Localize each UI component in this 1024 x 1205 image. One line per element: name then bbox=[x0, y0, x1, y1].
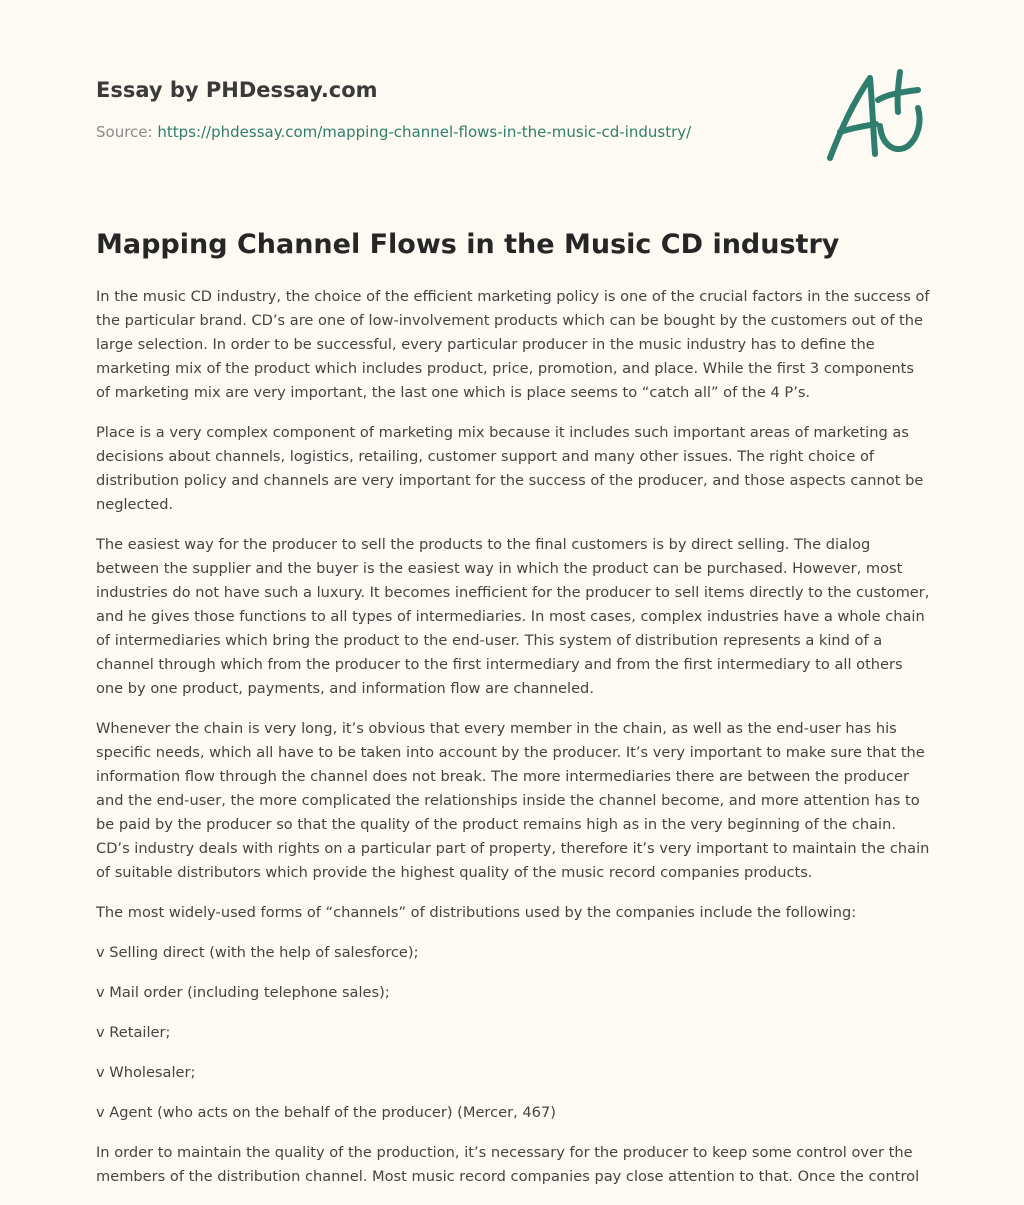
paragraph: Whenever the chain is very long, it’s obvious that every member in the chain, as well as the end-user has his specific needs, which all have to be taken into account by the producer. It’s very important to make sure that the information flow through the channel does not break. The more intermediaries there are between the producer and the end-user, the more complicated the relationships inside the channel become, and more attention has to be paid by the producer so that the quality of the product remains high as in the very beginning of the chain. CD’s industry deals with rights on a particular part of property, therefore it’s very important to maintain the chain of suitable distributors which provide the highest quality of the music record companies products. bbox=[96, 720, 930, 881]
list-item: v Selling direct (with the help of salesforce); bbox=[96, 944, 419, 961]
essay-content bbox=[96, 226, 932, 1205]
paragraph: The easiest way for the producer to sell the products to the final customers is by direct selling. The dialog between the supplier and the buyer is the easiest way in which the product can be purchased. However, most industries do not have such a luxury. It becomes inefficient for the producer to sell items directly to the customer, and he gives those functions to all types of intermediaries. In most cases, complex industries have a whole chain of intermediaries which bring the product to the end-user. This system of distribution represents a kind of a channel through which from the producer to the first intermediary and from the first intermediary to all others one by one product, payments, and information flow are channeled. bbox=[96, 536, 930, 697]
paragraph: Place is a very complex component of marketing mix because it includes such important areas of marketing as decisions about channels, logistics, retailing, customer support and many other issues. The right choice of distribution policy and channels are very important for the success of the producer, and those aspects cannot be neglected. bbox=[96, 424, 924, 513]
list-item: v Agent (who acts on the behalf of the producer) (Mercer, 467) bbox=[96, 1104, 556, 1121]
site-title: Essay by PHDessay.com bbox=[96, 78, 378, 102]
list-item: v Wholesaler; bbox=[96, 1064, 196, 1081]
source-label: Source: bbox=[96, 123, 158, 141]
source-line bbox=[96, 122, 796, 142]
a-plus-logo-icon bbox=[818, 66, 930, 166]
paragraph: In order to maintain the quality of the production, it’s necessary for the producer to keep some control over the members of the distribution channel. Most music record companies pay close attention to that. Once the control bbox=[96, 1144, 920, 1185]
source-link[interactable]: https://phdessay.com/mapping-channel-flows-in-the-music-cd-industry/ bbox=[157, 123, 692, 141]
paragraph: In the music CD industry, the choice of the efficient marketing policy is one of the crucial factors in the success of the particular brand. CD’s are one of low-involvement products which can be bought by the customers out of the large selection. In order to be successful, every particular producer in the music industry has to define the marketing mix of the product which includes product, price, promotion, and place. While the first 3 components of marketing mix are very important, the last one which is place seems to “catch all” of the 4 P’s. bbox=[96, 288, 930, 401]
list-item: v Retailer; bbox=[96, 1024, 171, 1041]
essay-title: Mapping Channel Flows in the Music CD industry bbox=[96, 229, 840, 260]
list-item: v Mail order (including telephone sales); bbox=[96, 984, 390, 1001]
paragraph: The most widely-used forms of “channels” of distributions used by the companies include the following: bbox=[96, 904, 857, 921]
header bbox=[96, 76, 796, 142]
